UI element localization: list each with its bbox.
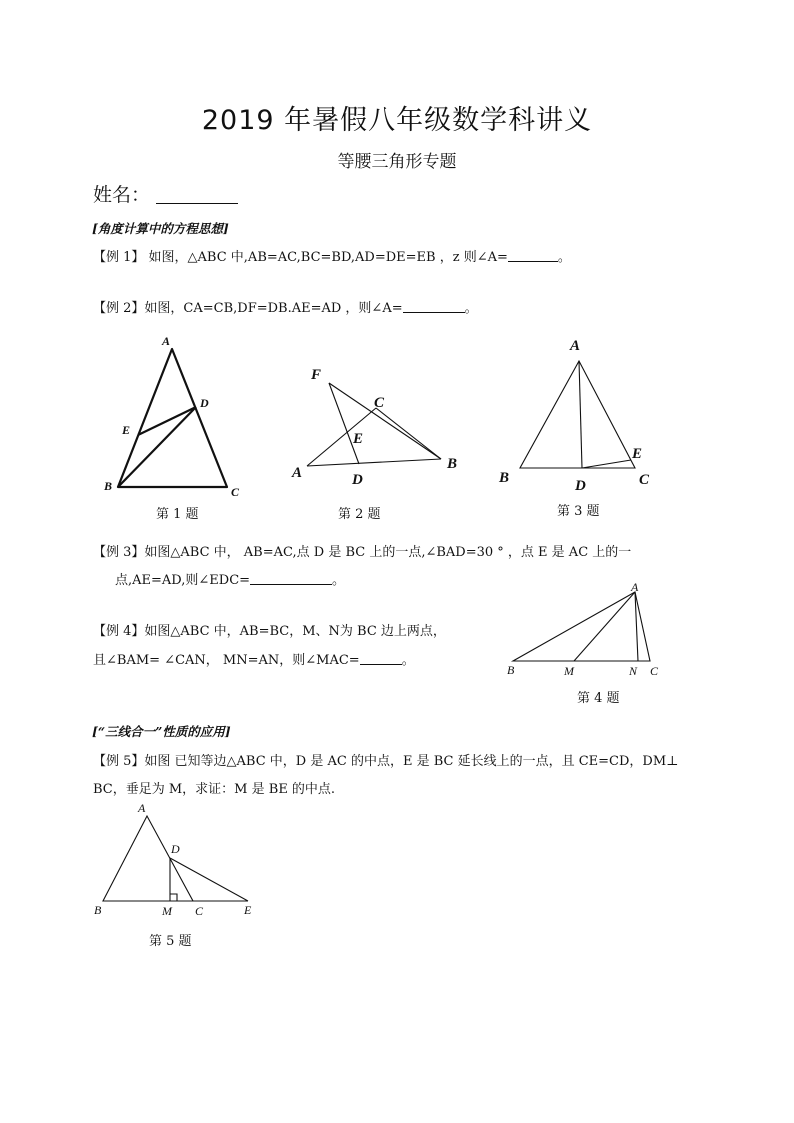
example-2-blank[interactable] (403, 300, 465, 313)
figure-1 (100, 330, 260, 505)
figure-2 (290, 360, 470, 490)
figure-5-label-C: C (195, 904, 204, 918)
page-subtitle: 等腰三角形专题 (337, 152, 457, 172)
figure-3 (495, 330, 665, 495)
example-1-blank[interactable] (508, 249, 558, 262)
example-3-text2: 点,AE=AD,则∠EDC= (115, 573, 251, 588)
figure-4-label-B: B (507, 663, 515, 677)
figure-5-label-B: B (94, 903, 102, 917)
example-1-tag: 【例 1】 (93, 250, 145, 265)
example-4-blank[interactable] (360, 652, 402, 665)
figure-4-triangle (513, 592, 650, 661)
figure-5 (90, 800, 265, 925)
example-1 (93, 246, 571, 265)
figure-4-label-M: M (564, 664, 574, 678)
figure-3-segment-AD (579, 361, 582, 468)
figure-1-label-B: B (104, 479, 113, 493)
figure-3-label-B: B (499, 470, 510, 486)
figure-3-triangle (520, 361, 635, 468)
figure-5-right-angle-mark (170, 894, 177, 901)
example-5-text: 如图 已知等边△ABC 中，D 是 AC 的中点，E 是 BC 延长线上的一点，且 CE=CD，DM⊥ (144, 754, 679, 769)
example-1-end: 。 (557, 250, 571, 265)
example-2-text: 如图，CA=CB,DF=DB.AE=AD ，则∠A= (144, 301, 403, 316)
figure-1-label-A: A (162, 334, 171, 348)
example-5-text2: BC，垂足为 M，求证：M 是 BE 的中点. (93, 782, 336, 797)
example-3 (93, 541, 631, 560)
figure-2-segment-FD (329, 383, 359, 464)
example-4-text2: 且∠BAM= ∠CAN， MN=AN，则∠MAC= (93, 653, 360, 668)
figure-4-label-C: C (650, 664, 659, 678)
section-heading-three-lines: [“三线合一”性质的应用] (92, 724, 231, 739)
figure-2-label-B: B (447, 456, 458, 472)
figure-2-segment-AB (307, 459, 441, 466)
figure-3-segment-DE (582, 460, 631, 468)
figure-2-label-D: D (352, 472, 363, 488)
figure-3-label-A: A (570, 338, 581, 354)
name-row (93, 180, 238, 207)
name-label: 姓名： (93, 184, 151, 206)
figure-4-segment-AM (574, 592, 635, 661)
name-blank[interactable] (156, 185, 238, 204)
figure-3-label-E: E (632, 446, 643, 462)
figure-5-caption: 第 5 题 (149, 934, 192, 949)
figure-5-label-D: D (171, 842, 180, 856)
example-5-tag: 【例 5】 (93, 754, 145, 769)
example-2-end: 。 (464, 301, 478, 316)
figure-2-segment-CB (376, 408, 441, 459)
figure-5-triangle (103, 816, 193, 901)
figure-3-caption: 第 3 题 (557, 504, 600, 519)
example-4-tag: 【例 4】 (93, 624, 145, 639)
example-3-end: 。 (332, 573, 346, 588)
figure-1-segment-BD (118, 407, 196, 487)
figure-5-label-M: M (162, 904, 172, 918)
figure-1-label-E: E (122, 423, 131, 437)
figure-1-label-C: C (231, 485, 240, 499)
figure-2-label-F: F (311, 367, 322, 383)
figure-2-segment-FB (329, 383, 441, 459)
example-2-tag: 【例 2】 (93, 301, 145, 316)
example-4-end: 。 (401, 653, 415, 668)
figure-4 (505, 580, 670, 680)
section-heading-equation: [角度计算中的方程思想] (92, 221, 229, 236)
example-1-text: 如图，△ABC 中,AB=AC,BC=BD,AD=DE=EB ，z 则∠A= (144, 250, 508, 265)
page-title: 2019 年暑假八年级数学科讲义 (201, 105, 593, 136)
example-3-blank[interactable] (250, 572, 332, 585)
figure-4-caption: 第 4 题 (577, 691, 620, 706)
example-5-line2 (93, 778, 335, 797)
example-4-text: 如图△ABC 中，AB=BC，M、N为 BC 边上两点， (144, 624, 446, 639)
figure-5-label-E: E (244, 903, 252, 917)
figure-4-label-A: A (631, 580, 639, 594)
example-2 (93, 297, 478, 316)
figure-5-label-A: A (138, 801, 146, 815)
example-4-line2 (93, 649, 415, 668)
example-3-tag: 【例 3】 (93, 545, 145, 560)
example-3-line2 (115, 569, 345, 588)
example-3-text: 如图△ABC 中， AB=AC,点 D 是 BC 上的一点,∠BAD=30 ° ，点 E 是 AC 上的一 (144, 545, 632, 560)
figure-2-label-A: A (292, 465, 303, 481)
figure-4-label-N: N (629, 664, 638, 678)
example-4 (93, 620, 446, 639)
figure-1-caption: 第 1 题 (156, 507, 199, 522)
figure-3-label-C: C (639, 472, 650, 488)
figure-1-label-D: D (200, 396, 209, 410)
figure-2-label-E: E (353, 431, 364, 447)
example-5 (93, 750, 678, 769)
figure-2-label-C: C (374, 395, 385, 411)
figure-2-caption: 第 2 题 (338, 507, 381, 522)
figure-3-label-D: D (575, 478, 586, 494)
